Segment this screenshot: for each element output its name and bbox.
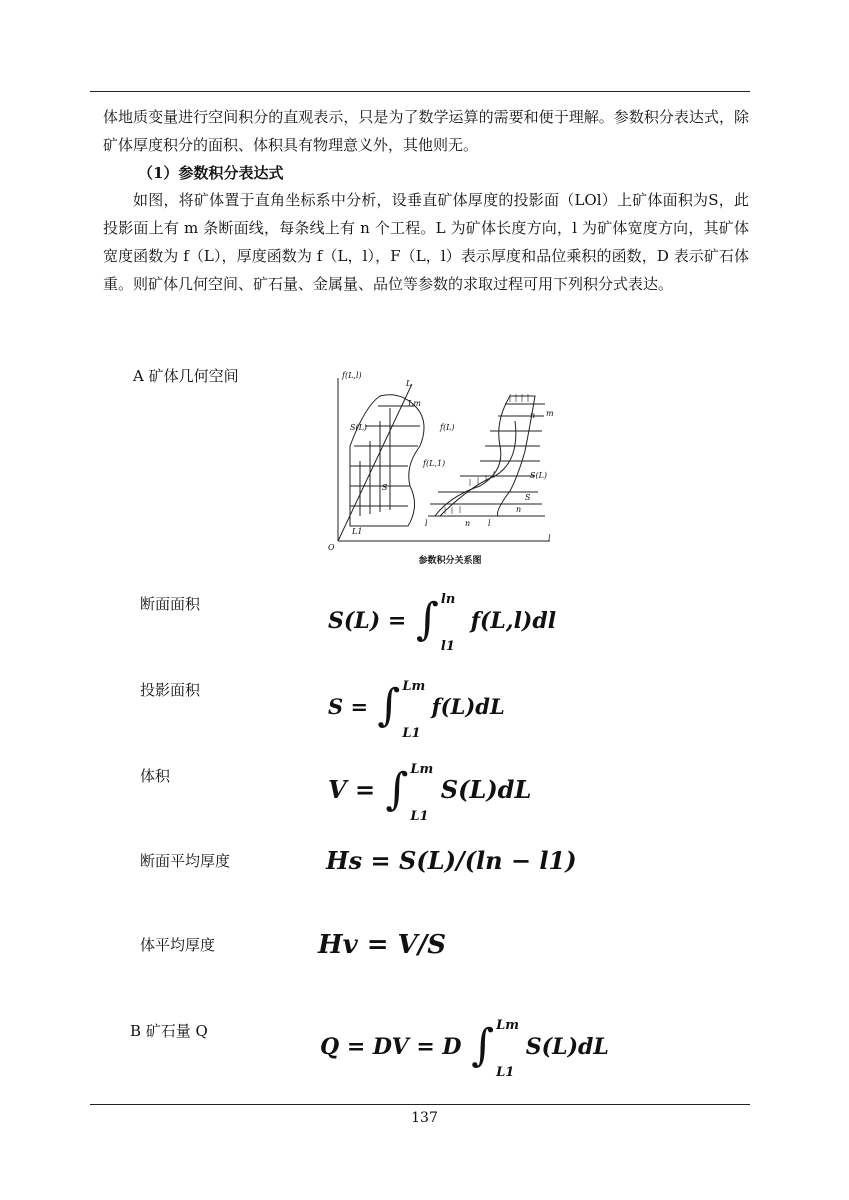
formula-volume [328,758,532,824]
formula-projection-area [328,674,505,741]
formula-label-section-area: 断面面积 [140,595,201,613]
footer-rule [90,1104,750,1105]
upper-limit: Lm [402,678,426,694]
section-a-label: A 矿体几何空间 [133,367,239,385]
label-n-bottom: n [465,519,471,528]
label-n-right: n [516,505,522,514]
lower-limit: L1 [410,808,429,824]
formula-projection-area-lhs: S = [328,694,369,719]
label-Lm: Lm [408,399,421,408]
lower-limit: L1 [402,725,421,741]
formula-section-area-rhs: f(L,l)dl [470,608,557,634]
lower-limit: l1 [440,639,455,654]
header-rule [90,91,750,92]
label-SL-right: S(L) [530,471,548,480]
label-l-axis: l [548,534,551,543]
label-m: m [546,409,554,418]
formula-ore-quantity [320,1014,609,1080]
label-n-top: n [530,411,536,420]
label-S-right: S [525,493,531,502]
paragraph-1: 体地质变量进行空间积分的直观表示，只是为了数学运算的需要和便于理解。参数积分表达式，除矿体厚度积分的面积、体积具有物理意义外，其他则无。 [103,108,749,154]
formula-label-projection-area: 投影面积 [140,681,201,699]
label-L1: L1 [352,527,363,536]
label-L-axis: L [406,379,412,388]
formula-volume-rhs: S(L)dL [440,775,532,804]
integral-limits [402,678,426,741]
upper-limit: ln [440,592,456,607]
integral-sign: ∫ [415,594,439,645]
formula-section-area [328,588,557,654]
right-body-shape [435,396,535,516]
integral-sign: ∫ [471,1020,495,1071]
label-S: S [382,483,388,492]
integral-limits [496,1018,520,1080]
parameter-integral-figure [320,366,560,576]
figure-caption: 参数积分关系图 [418,556,482,566]
section-b-label: B 矿石量 Q [130,1022,208,1040]
label-SL: S(L) [350,423,368,432]
label-fL: f(L) [440,423,455,432]
section-heading: （1）参数积分表达式 [138,164,284,182]
formula-body-avg-thickness: Hv = V/S [318,930,447,960]
formula-label-body-avg-thickness: 体平均厚度 [140,936,216,954]
label-f-L-1: f(L,1) [423,459,446,468]
upper-limit: Lm [496,1018,520,1033]
figure-svg [320,366,560,576]
page-number: 137 [411,1110,438,1126]
integral-limits [440,592,463,654]
formula-volume-lhs: V = [328,775,376,804]
integral-sign: ∫ [377,680,401,731]
label-l-bottom-1: l [425,519,428,528]
formula-label-volume: 体积 [140,767,171,785]
label-f-L-l-axis: f(L,l) [342,371,362,380]
formula-projection-area-rhs: f(L)dL [431,694,505,719]
lower-limit: L1 [496,1065,515,1080]
integral-sign: ∫ [385,764,409,815]
formula-ore-quantity-lhs: Q = DV = D [320,1034,462,1060]
label-O: O [328,543,335,552]
upper-limit: Lm [410,761,434,777]
label-l-bottom-2: l [488,519,491,528]
formula-ore-quantity-rhs: S(L)dL [525,1034,609,1060]
formula-section-area-lhs: S(L) = [328,608,407,634]
L-axis [338,384,412,541]
integral-limits [410,761,434,824]
formula-section-avg-thickness: Hs = S(L)/(ln − l1) [326,846,577,875]
formula-label-section-avg-thickness: 断面平均厚度 [140,852,231,870]
paragraph-2: 如图，将矿体置于直角坐标系中分析，设垂直矿体厚度的投影面（LOl）上矿体面积为S，此投影面上有 m 条断面线，每条线上有 n 个工程。L 为矿体长度方向，l 为矿体宽度方向，其矿体宽度函数为 f（L），厚度函数为 f（L，l），F（L，l）表示厚度和品位乘积的函数，D 表示矿石体重。则矿体几何空间、矿石量、金属量、品位等参数的求取过程可用下列积分式表达。 [103,191,749,293]
